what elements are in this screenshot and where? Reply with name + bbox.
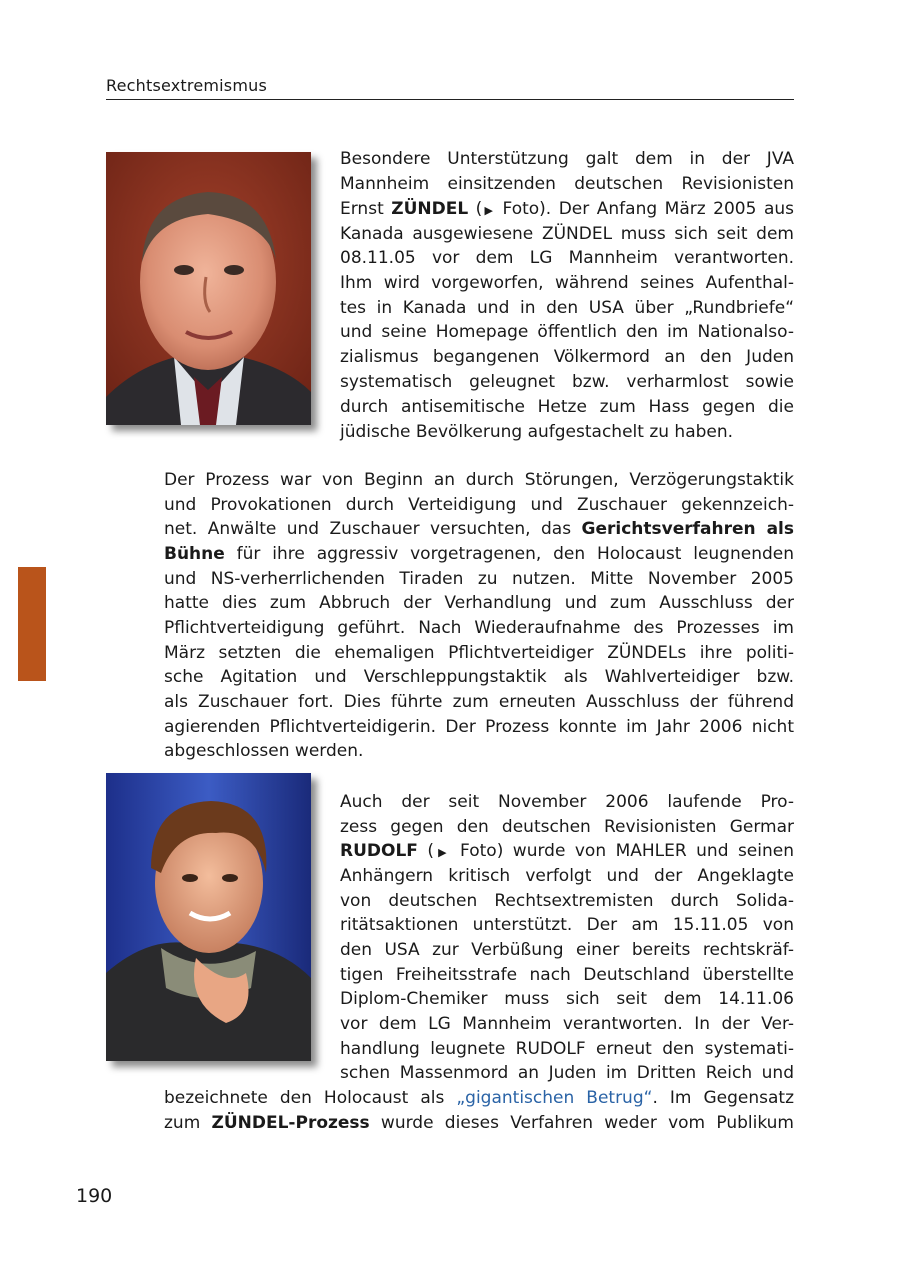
header-rule bbox=[106, 99, 794, 100]
bold-phrase: Gerichtsverfahren als bbox=[581, 519, 795, 539]
text-line: Ihm wird vorgeworfen, während seines Aufenthal- bbox=[340, 273, 794, 293]
text-line: handlung leugnete RUDOLF erneut den systemati- bbox=[340, 1039, 794, 1059]
text-line: Der Prozess war von Beginn an durch Störungen, Verzögerungstaktik bbox=[164, 470, 794, 490]
text-line: Auch der seit November 2006 laufende Pro- bbox=[340, 792, 794, 812]
text-span: zum bbox=[164, 1113, 212, 1133]
text-line bbox=[340, 839, 794, 865]
text-line: Diplom-Chemiker muss sich seit dem 14.11.06 bbox=[340, 989, 794, 1009]
bold-phrase: ZÜNDEL-Prozess bbox=[211, 1113, 370, 1133]
text-line: von deutschen Rechtsextremisten durch Solida- bbox=[340, 891, 794, 911]
text-line: und NS-verherrlichenden Tiraden zu nutzen. Mitte November 2005 bbox=[164, 569, 794, 589]
text-line: Pflichtverteidigung geführt. Nach Wiederaufnahme des Prozesses im bbox=[164, 618, 794, 638]
text-span: Foto). Der Anfang März 2005 aus bbox=[495, 199, 794, 219]
text-line: jüdische Bevölkerung aufgestachelt zu haben. bbox=[340, 422, 734, 442]
text-line: ritätsaktionen unterstützt. Der am 15.11.05 von bbox=[340, 915, 794, 935]
text-line: tigen Freiheitsstrafe nach Deutschland überstellte bbox=[340, 965, 794, 985]
text-line: zialismus begangenen Völkermord an den Juden bbox=[340, 347, 794, 367]
text-span: net. Anwälte und Zuschauer versuchten, das bbox=[164, 519, 582, 539]
text-line: abgeschlossen werden. bbox=[164, 741, 364, 761]
quote-highlight: „gigantischen Betrug“ bbox=[456, 1088, 653, 1108]
text-line: und seine Homepage öffentlich den im Nationalso- bbox=[340, 322, 794, 342]
text-span: für ihre aggressiv vorgetragenen, den Holocaust leugnenden bbox=[224, 544, 794, 564]
chapter-side-tab bbox=[18, 567, 46, 681]
text-span: Foto) wurde von MAHLER und seinen bbox=[450, 841, 794, 861]
text-line: agierenden Pflichtverteidigerin. Der Prozess konnte im Jahr 2006 nicht bbox=[164, 717, 794, 737]
person-name-rudolf: RUDOLF bbox=[340, 841, 418, 861]
text-line: sche Agitation und Verschleppungstaktik als Wahlverteidiger bzw. bbox=[164, 667, 794, 687]
text-line: 08.11.05 vor dem LG Mannheim verantworten. bbox=[340, 248, 794, 268]
text-line: Mannheim einsitzenden deutschen Revisionisten bbox=[340, 174, 794, 194]
text-span: ( bbox=[417, 841, 435, 861]
text-line bbox=[340, 197, 794, 223]
text-line bbox=[164, 517, 794, 541]
text-line bbox=[164, 1086, 794, 1110]
portrait-photo-zuendel bbox=[106, 152, 311, 425]
text-line: systematisch geleugnet bzw. verharmlost sowie bbox=[340, 372, 794, 392]
text-line: zess gegen den deutschen Revisionisten Germar bbox=[340, 817, 794, 837]
running-header: Rechtsextremismus bbox=[106, 76, 267, 95]
text-line bbox=[164, 1111, 794, 1135]
text-line: durch antisemitische Hetze zum Hass gegen die bbox=[340, 397, 794, 417]
text-line: tes in Kanada und in den USA über „Rundbriefe“ bbox=[340, 298, 794, 318]
triangle-arrow-icon: ▶ bbox=[434, 846, 451, 859]
page-number: 190 bbox=[76, 1185, 113, 1207]
text-line: vor dem LG Mannheim verantworten. In der Ver- bbox=[340, 1014, 794, 1034]
text-line: hatte dies zum Abbruch der Verhandlung und zum Ausschluss der bbox=[164, 593, 794, 613]
text-span: Ernst bbox=[340, 199, 392, 219]
portrait-photo-rudolf bbox=[106, 773, 311, 1061]
person-name-zuendel: ZÜNDEL bbox=[391, 199, 469, 219]
text-line: Kanada ausgewiesene ZÜNDEL muss sich seit dem bbox=[340, 224, 794, 244]
triangle-arrow-icon: ▶ bbox=[482, 204, 496, 217]
text-span: wurde dieses Verfahren weder vom Publikum bbox=[369, 1113, 794, 1133]
text-line: Besondere Unterstützung galt dem in der JVA bbox=[340, 149, 794, 169]
text-span: ( bbox=[468, 199, 483, 219]
text-line: den USA zur Verbüßung einer bereits rechtskräf- bbox=[340, 940, 794, 960]
text-line: und Provokationen durch Verteidigung und Zuschauer gekennzeich- bbox=[164, 495, 794, 515]
text-line: Anhängern kritisch verfolgt und der Angeklagte bbox=[340, 866, 794, 886]
text-span: . Im Gegensatz bbox=[652, 1088, 794, 1108]
text-span: bezeichnete den Holocaust als bbox=[164, 1088, 457, 1108]
bold-phrase: Bühne bbox=[164, 544, 225, 564]
text-line: März setzten die ehemaligen Pflichtverteidiger ZÜNDELs ihre politi- bbox=[164, 643, 794, 663]
text-line: als Zuschauer fort. Dies führte zum erneuten Ausschluss der führend bbox=[164, 692, 794, 712]
text-line: schen Massenmord an Juden im Dritten Reich und bbox=[340, 1063, 794, 1083]
text-line bbox=[164, 542, 794, 566]
